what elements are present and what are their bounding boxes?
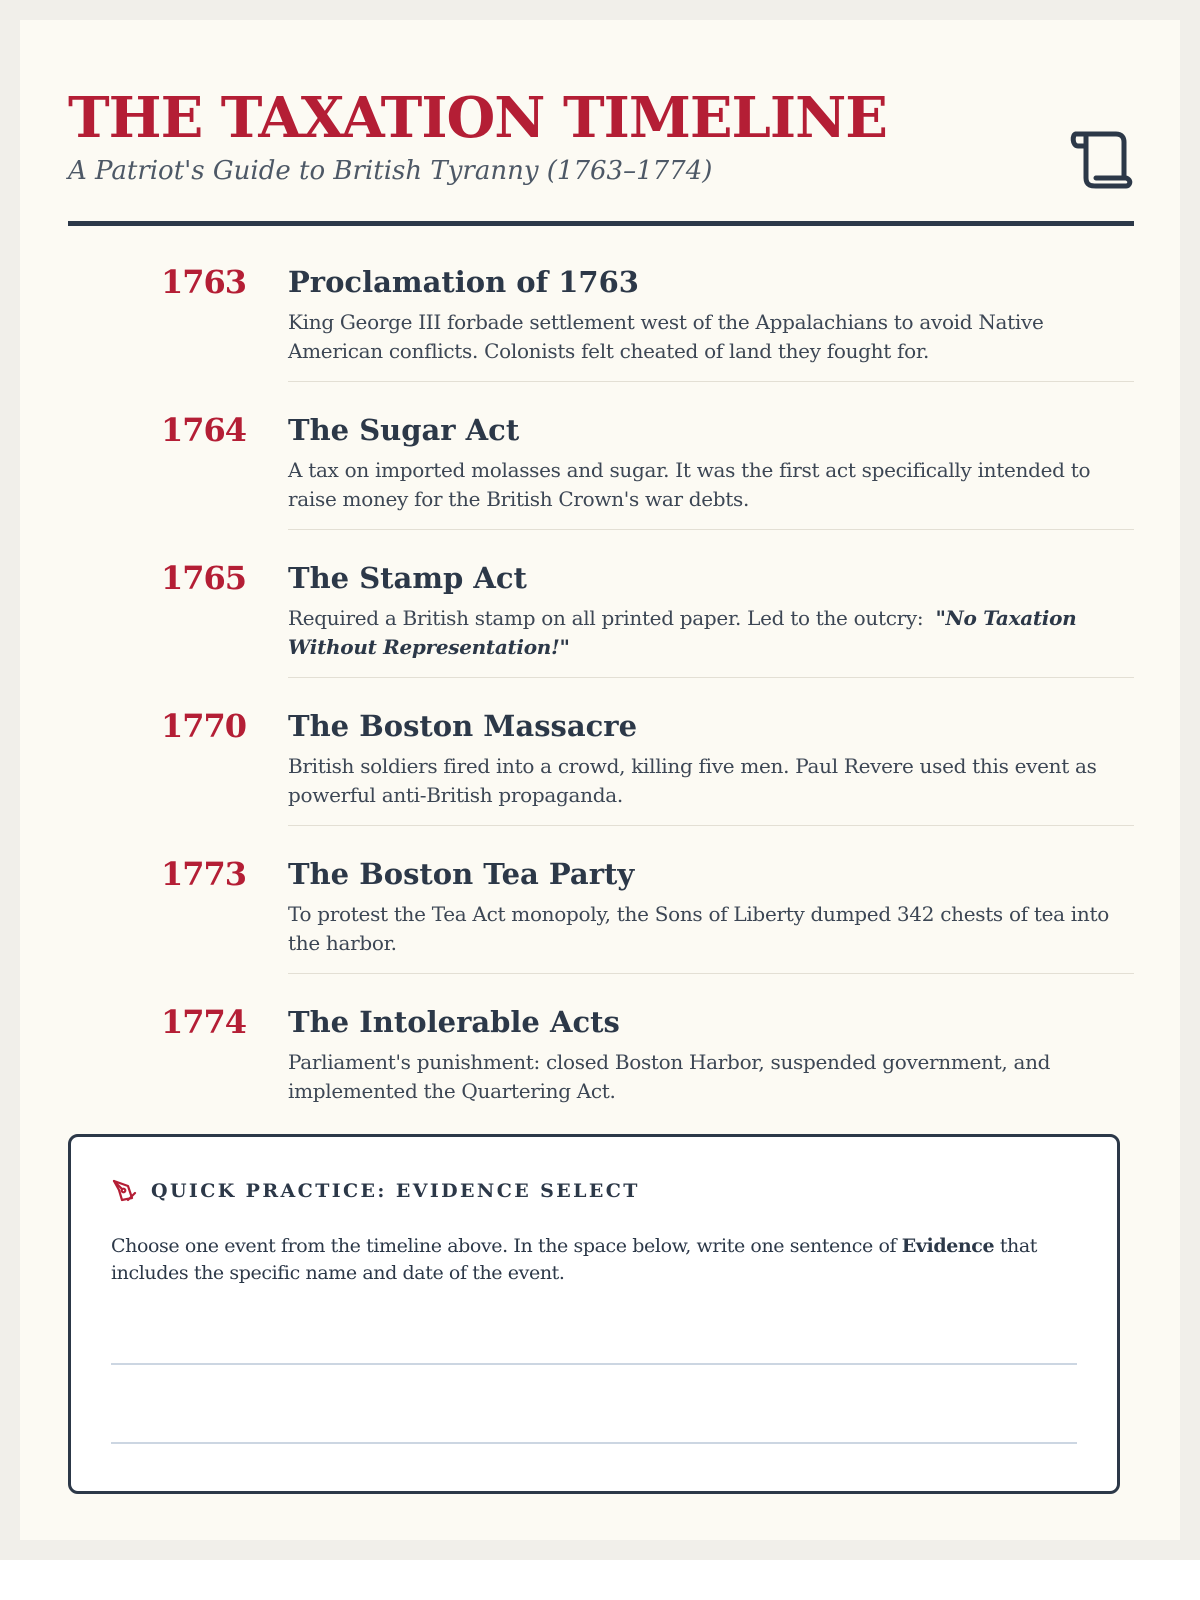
event-description-text: King George III forbade settlement west of the Appalachians to avoid Native American conflicts. Colonists felt cheated of land they fought for. xyxy=(288,309,1044,363)
event-description xyxy=(288,1048,1134,1106)
event-content xyxy=(288,1005,1134,1121)
event-title: The Boston Tea Party xyxy=(288,857,635,891)
timeline-entry xyxy=(68,561,1134,709)
header xyxy=(68,80,1134,230)
event-year: 1764 xyxy=(160,411,246,449)
event-description xyxy=(288,752,1134,810)
scroll-icon xyxy=(1070,128,1134,192)
event-year: 1773 xyxy=(160,855,246,893)
event-year: 1765 xyxy=(160,559,246,597)
event-year: 1763 xyxy=(160,263,246,301)
event-quote: "No Taxation Without Representation!" xyxy=(288,605,1077,659)
event-description xyxy=(288,604,1134,662)
event-title: The Sugar Act xyxy=(288,413,520,447)
event-description xyxy=(288,308,1134,366)
worksheet-page xyxy=(20,20,1180,1540)
event-title: The Intolerable Acts xyxy=(288,1005,620,1039)
event-description-text: To protest the Tea Act monopoly, the Sons of Liberty dumped 342 chests of tea into the harbor. xyxy=(288,901,1109,955)
header-rule xyxy=(68,221,1134,226)
practice-instructions xyxy=(111,1233,1077,1287)
timeline-entry xyxy=(68,413,1134,561)
practice-text-start: Choose one event from the timeline above. In the space below, write one sentence of xyxy=(111,1235,897,1257)
answer-line[interactable] xyxy=(111,1363,1077,1365)
event-title: The Boston Massacre xyxy=(288,709,638,743)
event-description-text: British soldiers fired into a crowd, killing five men. Paul Revere used this event as powerful anti-British propaganda. xyxy=(288,753,1097,807)
practice-keyword: Evidence xyxy=(901,1235,995,1257)
event-description-text: Required a British stamp on all printed paper. Led to the outcry: xyxy=(288,605,924,630)
practice-header xyxy=(111,1177,640,1205)
timeline-entry xyxy=(68,857,1134,1005)
timeline-entry xyxy=(68,709,1134,857)
event-content xyxy=(288,413,1134,530)
event-description-text: Parliament's punishment: closed Boston Harbor, suspended government, and implemented the Quartering Act. xyxy=(288,1049,1051,1103)
timeline-entry xyxy=(68,1005,1134,1153)
page-subtitle: A Patriot's Guide to British Tyranny (1763–1774) xyxy=(68,156,713,186)
practice-title: QUICK PRACTICE: EVIDENCE SELECT xyxy=(151,1180,640,1202)
event-content xyxy=(288,709,1134,826)
timeline xyxy=(68,265,1134,1153)
event-description xyxy=(288,456,1134,514)
event-content xyxy=(288,561,1134,678)
event-year: 1770 xyxy=(160,707,246,745)
event-description-text: A tax on imported molasses and sugar. It was the first act specifically intended to raise money for the British Crown's war debts. xyxy=(288,457,1091,511)
pen-icon xyxy=(111,1178,137,1204)
event-title: Proclamation of 1763 xyxy=(288,265,639,299)
page-title: THE TAXATION TIMELINE xyxy=(68,85,887,151)
event-content xyxy=(288,857,1134,974)
answer-line[interactable] xyxy=(111,1442,1077,1444)
practice-text-end: that includes the specific name and date of the event. xyxy=(111,1235,1038,1284)
event-description xyxy=(288,900,1134,958)
event-content xyxy=(288,265,1134,382)
event-year: 1774 xyxy=(160,1003,246,1041)
event-title: The Stamp Act xyxy=(288,561,527,595)
practice-box xyxy=(68,1134,1120,1494)
timeline-entry xyxy=(68,265,1134,413)
